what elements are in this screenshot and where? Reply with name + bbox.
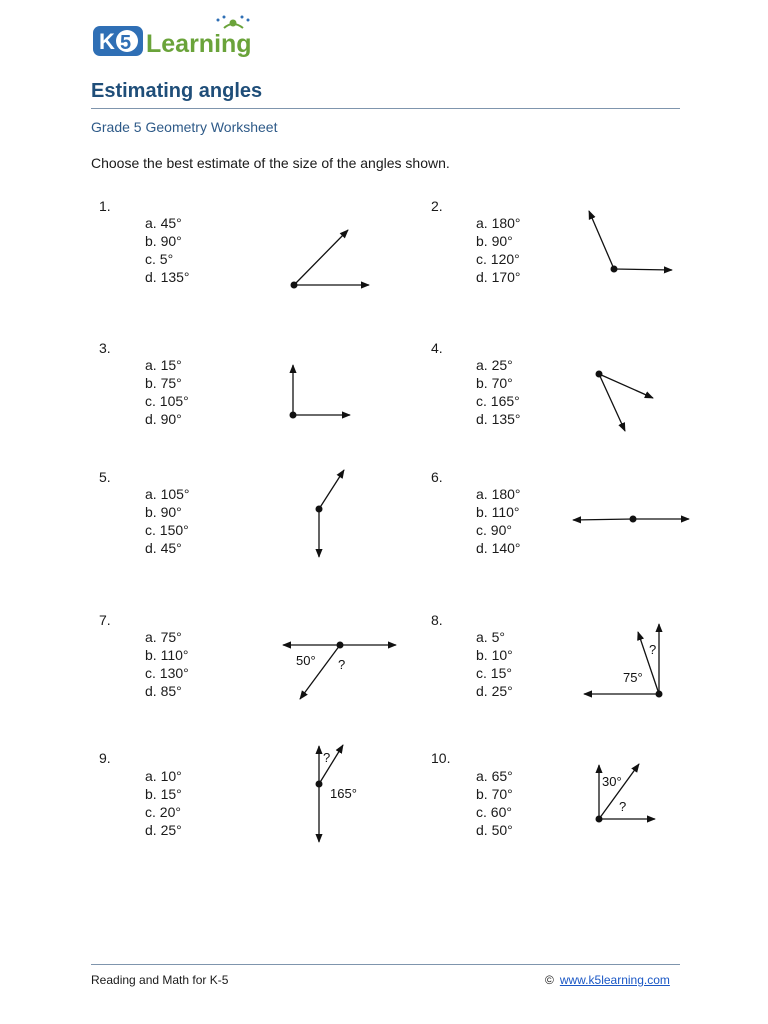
header-divider bbox=[91, 108, 680, 109]
answer-options bbox=[145, 767, 182, 839]
option: a. 10° bbox=[145, 768, 182, 784]
question-number: 8. bbox=[431, 612, 443, 628]
answer-options bbox=[145, 628, 189, 700]
option: a. 25° bbox=[476, 357, 513, 373]
option: a. 45° bbox=[145, 215, 182, 231]
answer-options bbox=[476, 214, 521, 286]
option: c. 120° bbox=[476, 251, 520, 267]
option: a. 5° bbox=[476, 629, 505, 645]
angle-label: ? bbox=[649, 642, 657, 657]
option: d. 45° bbox=[145, 540, 182, 556]
answer-options bbox=[476, 356, 521, 428]
angle-label: ? bbox=[619, 799, 627, 814]
option: c. 165° bbox=[476, 393, 520, 409]
angle-diagram-1 bbox=[270, 220, 390, 310]
angle-diagram-6 bbox=[565, 505, 695, 535]
option: c. 60° bbox=[476, 804, 512, 820]
question-number: 10. bbox=[431, 750, 451, 766]
angle-label: ? bbox=[323, 750, 331, 765]
answer-options bbox=[145, 214, 190, 286]
answer-options bbox=[476, 767, 513, 839]
angle-label: 75° bbox=[623, 670, 643, 685]
option: d. 85° bbox=[145, 683, 182, 699]
option: b. 90° bbox=[145, 233, 182, 249]
instructions: Choose the best estimate of the size of the angles shown. bbox=[91, 155, 450, 171]
question-number: 7. bbox=[99, 612, 111, 628]
option: d. 25° bbox=[145, 822, 182, 838]
svg-text:5: 5 bbox=[120, 32, 132, 54]
question-number: 2. bbox=[431, 198, 443, 214]
option: b. 110° bbox=[145, 647, 189, 663]
option: d. 135° bbox=[145, 269, 190, 285]
question-number: 6. bbox=[431, 469, 443, 485]
footer-copyright bbox=[545, 973, 670, 987]
angle-diagram-8 bbox=[575, 615, 675, 705]
option: a. 180° bbox=[476, 486, 521, 502]
question-number: 3. bbox=[99, 340, 111, 356]
option: d. 140° bbox=[476, 540, 521, 556]
option: c. 15° bbox=[476, 665, 512, 681]
angle-diagram-2 bbox=[575, 200, 685, 290]
option: b. 110° bbox=[476, 504, 520, 520]
option: d. 25° bbox=[476, 683, 513, 699]
option: b. 70° bbox=[476, 786, 513, 802]
question-number: 1. bbox=[99, 198, 111, 214]
angle-diagram-3 bbox=[270, 355, 370, 435]
svg-text:K: K bbox=[99, 29, 115, 54]
option: b. 10° bbox=[476, 647, 513, 663]
svg-text:Learning: Learning bbox=[146, 30, 252, 58]
option: d. 170° bbox=[476, 269, 521, 285]
answer-options bbox=[476, 485, 521, 557]
angle-diagram-10 bbox=[585, 755, 665, 830]
option: b. 75° bbox=[145, 375, 182, 391]
angle-diagram-5 bbox=[290, 460, 360, 565]
copyright-symbol: © bbox=[545, 973, 554, 987]
footer-tagline: Reading and Math for K-5 bbox=[91, 973, 229, 987]
angle-diagram-7 bbox=[275, 630, 405, 710]
option: c. 20° bbox=[145, 804, 181, 820]
answer-options bbox=[145, 485, 190, 557]
question-number: 4. bbox=[431, 340, 443, 356]
option: c. 90° bbox=[476, 522, 512, 538]
page-title: Estimating angles bbox=[91, 80, 263, 102]
option: c. 150° bbox=[145, 522, 189, 538]
option: d. 50° bbox=[476, 822, 513, 838]
angle-diagram-9 bbox=[295, 735, 375, 850]
footer-divider bbox=[91, 964, 680, 965]
k5-learning-logo bbox=[92, 14, 262, 60]
angle-label: 30° bbox=[602, 774, 622, 789]
option: a. 75° bbox=[145, 629, 182, 645]
option: a. 65° bbox=[476, 768, 513, 784]
answer-options bbox=[145, 356, 189, 428]
option: a. 15° bbox=[145, 357, 182, 373]
option: b. 90° bbox=[476, 233, 513, 249]
option: d. 90° bbox=[145, 411, 182, 427]
website-link[interactable]: www.k5learning.com bbox=[559, 973, 670, 987]
option: b. 70° bbox=[476, 375, 513, 391]
angle-label: 50° bbox=[296, 653, 316, 668]
angle-label: 165° bbox=[330, 786, 357, 801]
option: b. 15° bbox=[145, 786, 182, 802]
question-number: 9. bbox=[99, 750, 111, 766]
option: d. 135° bbox=[476, 411, 521, 427]
option: a. 180° bbox=[476, 215, 521, 231]
answer-options bbox=[476, 628, 513, 700]
angle-diagram-4 bbox=[580, 355, 670, 440]
angle-label: ? bbox=[338, 657, 346, 672]
option: c. 5° bbox=[145, 251, 174, 267]
option: c. 130° bbox=[145, 665, 189, 681]
option: b. 90° bbox=[145, 504, 182, 520]
question-number: 5. bbox=[99, 469, 111, 485]
page-subtitle: Grade 5 Geometry Worksheet bbox=[91, 119, 278, 135]
option: c. 105° bbox=[145, 393, 189, 409]
option: a. 105° bbox=[145, 486, 190, 502]
